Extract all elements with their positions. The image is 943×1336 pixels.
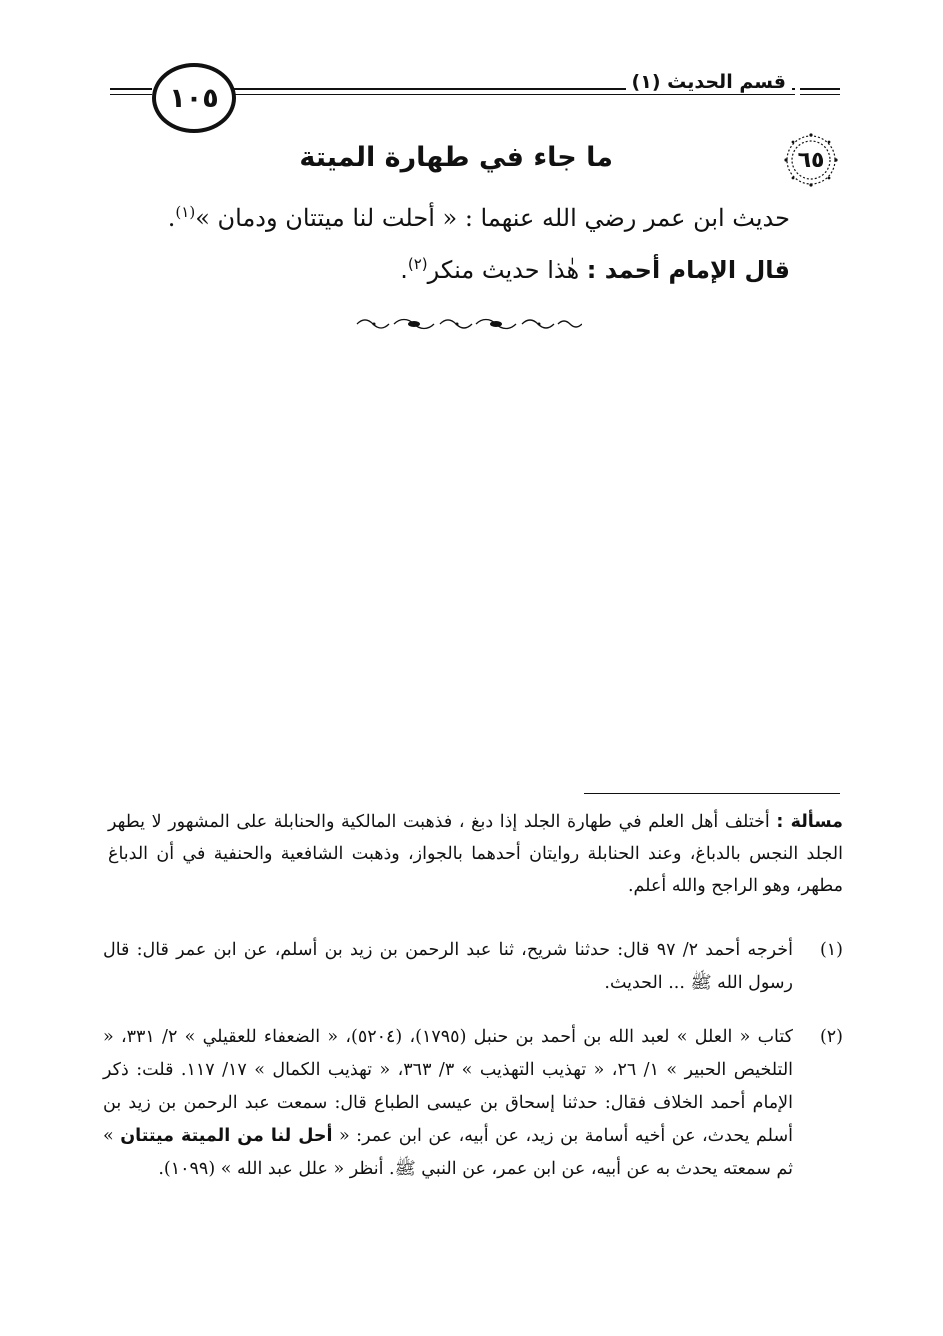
footnote-2-text (103, 1021, 793, 1186)
imam-text: هٰذا حديث منكر (427, 256, 587, 284)
footnote-2-part-b: » ثم سمعته يحدث به عن أبيه، عن ابن عمر، عن النبي ﷺ. أنظر « علل عبد الله » (١٠٩٩). (103, 1126, 793, 1179)
footnote-2-quote: أحل لنا من الميتة ميتتان (120, 1126, 333, 1146)
issue-label: مسألة : (776, 812, 843, 832)
header-rule-middle-thin (228, 94, 795, 95)
section-number: ٦٥ (797, 147, 825, 173)
section-number-badge (782, 133, 840, 187)
header-rule-right (800, 88, 840, 90)
footnote-2-marker: (٢) (819, 1027, 843, 1047)
footnote-separator (584, 793, 840, 794)
section-title: ما جاء في طهارة الميتة (299, 142, 613, 173)
header-rule-right-thin (800, 94, 840, 95)
ornament-divider-icon (352, 314, 582, 334)
footnote-ref-2: (٢) (407, 255, 428, 273)
footnote-ref-1: (١) (175, 203, 196, 221)
page-number-circle (152, 63, 236, 133)
header-rule-left-thin (110, 94, 152, 95)
running-title: قسم الحديث (١) (626, 71, 792, 93)
footnote-2-part-a: كتاب « العلل » لعبد الله بن أحمد بن حنبل (١٧٩٥)، (٥٢٠٤)، « الضعفاء للعقيلي » ٢/ ٣٣١، « التلخيص الحبير » ١/ ٢٦، « تهذيب التهذيب » ٣/ ٣٦٣، « تهذيب الكمال » ١٧/ ١١٧. قلت: ذكر الإمام أحمد الخلاف فقال: حدثنا إسحاق بن عيسى الطباع قال: سمعت عبد الرحمن بن زيد بن أسلم يحدث، عن أخيه أسامة بن زيد، عن أبيه، عن ابن عمر: « (103, 1027, 794, 1146)
hadith-line (130, 203, 790, 232)
footnote-1-marker: (١) (819, 940, 843, 960)
footnote-1-text: أخرجه أحمد ٢/ ٩٧ قال: حدثنا شريح، ثنا عبد الرحمن بن زيد بن أسلم، عن ابن عمر قال: قال رسول الله ﷺ ... الحديث. (103, 940, 793, 993)
footnote-issue (108, 806, 843, 902)
header-rule-left (110, 88, 152, 90)
imam-statement-line (130, 255, 790, 284)
issue-text: أختلف أهل العلم في طهارة الجلد إذا دبغ ، فذهبت المالكية والحنابلة على المشهور لا يطهر الجلد النجس بالدباغ، وعند الحنابلة روايتان أحدهما بالجواز، وذهبت الشافعية والحنفية في أن الدباغ مطهر، وهو الراجح والله أعلم. (108, 812, 843, 896)
page-number: ١٠٥ (169, 82, 219, 114)
line-end-1: . (167, 204, 176, 232)
imam-lead: قال الإمام أحمد : (586, 256, 790, 284)
hadith-text: حديث ابن عمر رضي الله عنهما : « أحلت لنا ميتتان ودمان » (195, 204, 790, 232)
page-header (110, 55, 840, 135)
line-end-2: . (400, 256, 408, 284)
